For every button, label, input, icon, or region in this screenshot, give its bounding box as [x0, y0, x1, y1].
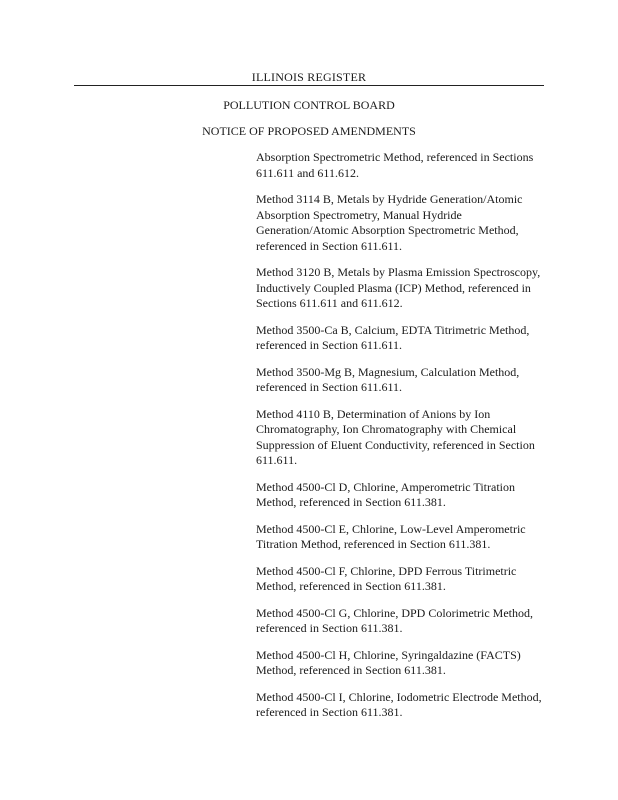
method-entry: Method 4110 B, Determination of Anions by Ion Chromatography, Ion Chromatography with Chemical Suppression of Eluent Conductivity, referenced in Section 611.611.	[256, 406, 535, 467]
method-list	[256, 150, 548, 732]
notice-title: NOTICE OF PROPOSED AMENDMENTS	[202, 124, 416, 138]
method-entry: Method 3114 B, Metals by Hydride Generation/Atomic Absorption Spectrometry, Manual Hydride Generation/Atomic Absorption Spectrometric Method, referenced in Section 611.611.	[256, 192, 523, 253]
register-title: ILLINOIS REGISTER	[251, 70, 367, 84]
method-entry: Method 3120 B, Metals by Plasma Emission Spectroscopy, Inductively Coupled Plasma (ICP) Method, referenced in Sections 611.611 and 611.612.	[256, 265, 541, 310]
method-entry: Method 4500-Cl H, Chlorine, Syringaldazine (FACTS) Method, referenced in Section 611.381.	[256, 647, 521, 677]
header-divider	[74, 85, 544, 86]
method-entry: Method 4500-Cl I, Chlorine, Iodometric Electrode Method, referenced in Section 611.381.	[256, 689, 542, 719]
method-entry: Method 3500-Mg B, Magnesium, Calculation Method, referenced in Section 611.611.	[256, 364, 520, 394]
board-name: POLLUTION CONTROL BOARD	[223, 98, 395, 112]
method-entry: Method 4500-Cl D, Chlorine, Amperometric Titration Method, referenced in Section 611.381.	[256, 479, 515, 509]
method-entry: Method 4500-Cl E, Chlorine, Low-Level Amperometric Titration Method, referenced in Section 611.381.	[256, 521, 526, 551]
method-entry: Absorption Spectrometric Method, referenced in Sections 611.611 and 611.612.	[256, 150, 534, 180]
method-entry: Method 4500-Cl F, Chlorine, DPD Ferrous Titrimetric Method, referenced in Section 611.381.	[256, 563, 517, 593]
method-entry: Method 4500-Cl G, Chlorine, DPD Colorimetric Method, referenced in Section 611.381.	[256, 605, 533, 635]
method-entry: Method 3500-Ca B, Calcium, EDTA Titrimetric Method, referenced in Section 611.611.	[256, 322, 530, 352]
